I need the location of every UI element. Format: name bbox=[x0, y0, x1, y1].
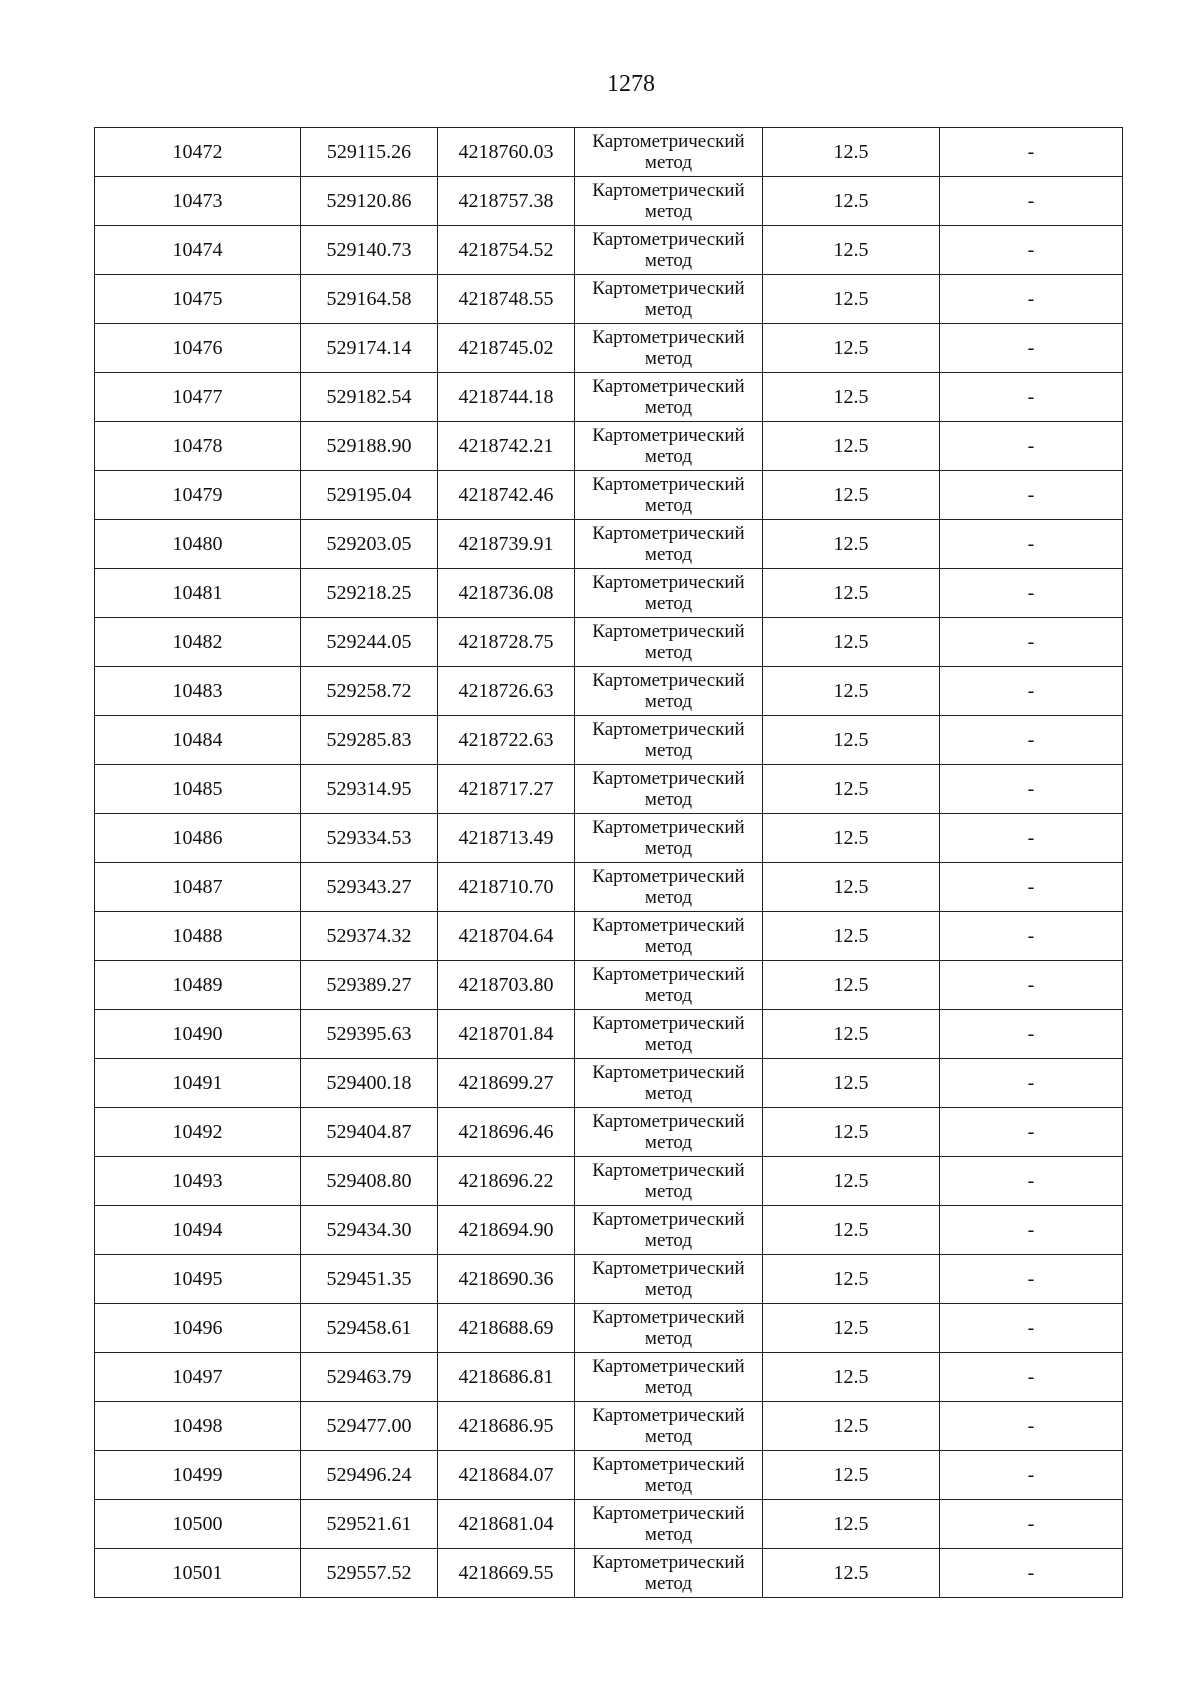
table-row bbox=[95, 226, 1123, 275]
method-cell: Картометрический метод bbox=[575, 226, 763, 275]
table-row bbox=[95, 1059, 1123, 1108]
note-cell: - bbox=[940, 128, 1123, 177]
x-coordinate-cell: 529140.73 bbox=[301, 226, 438, 275]
table-row bbox=[95, 1304, 1123, 1353]
note-cell: - bbox=[940, 275, 1123, 324]
x-coordinate-cell: 529408.80 bbox=[301, 1157, 438, 1206]
table-row bbox=[95, 177, 1123, 226]
y-coordinate-cell: 4218710.70 bbox=[438, 863, 575, 912]
method-cell: Картометрический метод bbox=[575, 814, 763, 863]
method-cell: Картометрический метод bbox=[575, 1353, 763, 1402]
point-number-cell: 10474 bbox=[95, 226, 301, 275]
x-coordinate-cell: 529477.00 bbox=[301, 1402, 438, 1451]
y-coordinate-cell: 4218742.21 bbox=[438, 422, 575, 471]
point-number-cell: 10501 bbox=[95, 1549, 301, 1598]
y-coordinate-cell: 4218669.55 bbox=[438, 1549, 575, 1598]
point-number-cell: 10499 bbox=[95, 1451, 301, 1500]
note-cell: - bbox=[940, 1010, 1123, 1059]
accuracy-cell: 12.5 bbox=[763, 961, 940, 1010]
method-cell: Картометрический метод bbox=[575, 1304, 763, 1353]
x-coordinate-cell: 529389.27 bbox=[301, 961, 438, 1010]
table-row bbox=[95, 1010, 1123, 1059]
table-row bbox=[95, 912, 1123, 961]
table-row bbox=[95, 275, 1123, 324]
point-number-cell: 10489 bbox=[95, 961, 301, 1010]
note-cell: - bbox=[940, 471, 1123, 520]
table-row bbox=[95, 1549, 1123, 1598]
note-cell: - bbox=[940, 226, 1123, 275]
note-cell: - bbox=[940, 569, 1123, 618]
y-coordinate-cell: 4218739.91 bbox=[438, 520, 575, 569]
note-cell: - bbox=[940, 373, 1123, 422]
x-coordinate-cell: 529334.53 bbox=[301, 814, 438, 863]
y-coordinate-cell: 4218696.46 bbox=[438, 1108, 575, 1157]
point-number-cell: 10494 bbox=[95, 1206, 301, 1255]
note-cell: - bbox=[940, 177, 1123, 226]
table-row bbox=[95, 765, 1123, 814]
y-coordinate-cell: 4218686.81 bbox=[438, 1353, 575, 1402]
y-coordinate-cell: 4218701.84 bbox=[438, 1010, 575, 1059]
method-cell: Картометрический метод bbox=[575, 275, 763, 324]
point-number-cell: 10495 bbox=[95, 1255, 301, 1304]
point-number-cell: 10496 bbox=[95, 1304, 301, 1353]
accuracy-cell: 12.5 bbox=[763, 471, 940, 520]
method-cell: Картометрический метод bbox=[575, 471, 763, 520]
point-number-cell: 10498 bbox=[95, 1402, 301, 1451]
point-number-cell: 10480 bbox=[95, 520, 301, 569]
point-number-cell: 10497 bbox=[95, 1353, 301, 1402]
method-cell: Картометрический метод bbox=[575, 128, 763, 177]
accuracy-cell: 12.5 bbox=[763, 324, 940, 373]
method-cell: Картометрический метод bbox=[575, 569, 763, 618]
method-cell: Картометрический метод bbox=[575, 1157, 763, 1206]
y-coordinate-cell: 4218688.69 bbox=[438, 1304, 575, 1353]
x-coordinate-cell: 529451.35 bbox=[301, 1255, 438, 1304]
accuracy-cell: 12.5 bbox=[763, 1402, 940, 1451]
x-coordinate-cell: 529120.86 bbox=[301, 177, 438, 226]
point-number-cell: 10484 bbox=[95, 716, 301, 765]
table-row bbox=[95, 1255, 1123, 1304]
method-cell: Картометрический метод bbox=[575, 1108, 763, 1157]
y-coordinate-cell: 4218754.52 bbox=[438, 226, 575, 275]
note-cell: - bbox=[940, 765, 1123, 814]
method-cell: Картометрический метод bbox=[575, 1500, 763, 1549]
table-row bbox=[95, 618, 1123, 667]
table-row bbox=[95, 1500, 1123, 1549]
method-cell: Картометрический метод bbox=[575, 1402, 763, 1451]
y-coordinate-cell: 4218722.63 bbox=[438, 716, 575, 765]
table-row bbox=[95, 863, 1123, 912]
table-row bbox=[95, 667, 1123, 716]
accuracy-cell: 12.5 bbox=[763, 1500, 940, 1549]
x-coordinate-cell: 529164.58 bbox=[301, 275, 438, 324]
note-cell: - bbox=[940, 1108, 1123, 1157]
table-row bbox=[95, 1108, 1123, 1157]
point-number-cell: 10479 bbox=[95, 471, 301, 520]
method-cell: Картометрический метод bbox=[575, 1255, 763, 1304]
point-number-cell: 10488 bbox=[95, 912, 301, 961]
table-row bbox=[95, 1402, 1123, 1451]
method-cell: Картометрический метод bbox=[575, 912, 763, 961]
table-row bbox=[95, 520, 1123, 569]
x-coordinate-cell: 529244.05 bbox=[301, 618, 438, 667]
x-coordinate-cell: 529404.87 bbox=[301, 1108, 438, 1157]
accuracy-cell: 12.5 bbox=[763, 667, 940, 716]
method-cell: Картометрический метод bbox=[575, 716, 763, 765]
x-coordinate-cell: 529182.54 bbox=[301, 373, 438, 422]
method-cell: Картометрический метод bbox=[575, 961, 763, 1010]
table-row bbox=[95, 373, 1123, 422]
x-coordinate-cell: 529218.25 bbox=[301, 569, 438, 618]
point-number-cell: 10473 bbox=[95, 177, 301, 226]
note-cell: - bbox=[940, 1059, 1123, 1108]
page-number: 1278 bbox=[607, 71, 655, 97]
x-coordinate-cell: 529521.61 bbox=[301, 1500, 438, 1549]
method-cell: Картометрический метод bbox=[575, 324, 763, 373]
table-row bbox=[95, 569, 1123, 618]
accuracy-cell: 12.5 bbox=[763, 422, 940, 471]
x-coordinate-cell: 529557.52 bbox=[301, 1549, 438, 1598]
note-cell: - bbox=[940, 1255, 1123, 1304]
accuracy-cell: 12.5 bbox=[763, 520, 940, 569]
y-coordinate-cell: 4218694.90 bbox=[438, 1206, 575, 1255]
accuracy-cell: 12.5 bbox=[763, 275, 940, 324]
y-coordinate-cell: 4218757.38 bbox=[438, 177, 575, 226]
method-cell: Картометрический метод bbox=[575, 1059, 763, 1108]
point-number-cell: 10482 bbox=[95, 618, 301, 667]
y-coordinate-cell: 4218717.27 bbox=[438, 765, 575, 814]
accuracy-cell: 12.5 bbox=[763, 1549, 940, 1598]
point-number-cell: 10483 bbox=[95, 667, 301, 716]
point-number-cell: 10500 bbox=[95, 1500, 301, 1549]
note-cell: - bbox=[940, 1451, 1123, 1500]
x-coordinate-cell: 529188.90 bbox=[301, 422, 438, 471]
method-cell: Картометрический метод bbox=[575, 765, 763, 814]
y-coordinate-cell: 4218728.75 bbox=[438, 618, 575, 667]
note-cell: - bbox=[940, 1157, 1123, 1206]
accuracy-cell: 12.5 bbox=[763, 912, 940, 961]
x-coordinate-cell: 529463.79 bbox=[301, 1353, 438, 1402]
method-cell: Картометрический метод bbox=[575, 618, 763, 667]
accuracy-cell: 12.5 bbox=[763, 1353, 940, 1402]
accuracy-cell: 12.5 bbox=[763, 618, 940, 667]
y-coordinate-cell: 4218681.04 bbox=[438, 1500, 575, 1549]
accuracy-cell: 12.5 bbox=[763, 128, 940, 177]
accuracy-cell: 12.5 bbox=[763, 716, 940, 765]
point-number-cell: 10485 bbox=[95, 765, 301, 814]
method-cell: Картометрический метод bbox=[575, 1451, 763, 1500]
accuracy-cell: 12.5 bbox=[763, 226, 940, 275]
point-number-cell: 10481 bbox=[95, 569, 301, 618]
accuracy-cell: 12.5 bbox=[763, 1157, 940, 1206]
coordinates-table bbox=[94, 127, 1123, 1598]
note-cell: - bbox=[940, 324, 1123, 373]
note-cell: - bbox=[940, 716, 1123, 765]
method-cell: Картометрический метод bbox=[575, 1206, 763, 1255]
y-coordinate-cell: 4218684.07 bbox=[438, 1451, 575, 1500]
accuracy-cell: 12.5 bbox=[763, 863, 940, 912]
note-cell: - bbox=[940, 814, 1123, 863]
accuracy-cell: 12.5 bbox=[763, 765, 940, 814]
method-cell: Картометрический метод bbox=[575, 177, 763, 226]
y-coordinate-cell: 4218713.49 bbox=[438, 814, 575, 863]
accuracy-cell: 12.5 bbox=[763, 1108, 940, 1157]
point-number-cell: 10478 bbox=[95, 422, 301, 471]
note-cell: - bbox=[940, 912, 1123, 961]
table-row bbox=[95, 324, 1123, 373]
accuracy-cell: 12.5 bbox=[763, 1304, 940, 1353]
y-coordinate-cell: 4218696.22 bbox=[438, 1157, 575, 1206]
note-cell: - bbox=[940, 520, 1123, 569]
note-cell: - bbox=[940, 863, 1123, 912]
y-coordinate-cell: 4218742.46 bbox=[438, 471, 575, 520]
accuracy-cell: 12.5 bbox=[763, 1010, 940, 1059]
x-coordinate-cell: 529458.61 bbox=[301, 1304, 438, 1353]
point-number-cell: 10487 bbox=[95, 863, 301, 912]
table-row bbox=[95, 1451, 1123, 1500]
accuracy-cell: 12.5 bbox=[763, 1059, 940, 1108]
y-coordinate-cell: 4218726.63 bbox=[438, 667, 575, 716]
accuracy-cell: 12.5 bbox=[763, 569, 940, 618]
table-row bbox=[95, 128, 1123, 177]
x-coordinate-cell: 529258.72 bbox=[301, 667, 438, 716]
point-number-cell: 10490 bbox=[95, 1010, 301, 1059]
x-coordinate-cell: 529174.14 bbox=[301, 324, 438, 373]
y-coordinate-cell: 4218744.18 bbox=[438, 373, 575, 422]
note-cell: - bbox=[940, 618, 1123, 667]
x-coordinate-cell: 529395.63 bbox=[301, 1010, 438, 1059]
y-coordinate-cell: 4218699.27 bbox=[438, 1059, 575, 1108]
table-body bbox=[95, 128, 1123, 1598]
accuracy-cell: 12.5 bbox=[763, 1206, 940, 1255]
table-row bbox=[95, 1157, 1123, 1206]
point-number-cell: 10472 bbox=[95, 128, 301, 177]
point-number-cell: 10486 bbox=[95, 814, 301, 863]
accuracy-cell: 12.5 bbox=[763, 373, 940, 422]
note-cell: - bbox=[940, 961, 1123, 1010]
x-coordinate-cell: 529285.83 bbox=[301, 716, 438, 765]
x-coordinate-cell: 529115.26 bbox=[301, 128, 438, 177]
x-coordinate-cell: 529314.95 bbox=[301, 765, 438, 814]
method-cell: Картометрический метод bbox=[575, 667, 763, 716]
x-coordinate-cell: 529496.24 bbox=[301, 1451, 438, 1500]
note-cell: - bbox=[940, 667, 1123, 716]
point-number-cell: 10493 bbox=[95, 1157, 301, 1206]
accuracy-cell: 12.5 bbox=[763, 814, 940, 863]
x-coordinate-cell: 529203.05 bbox=[301, 520, 438, 569]
note-cell: - bbox=[940, 1353, 1123, 1402]
method-cell: Картометрический метод bbox=[575, 373, 763, 422]
method-cell: Картометрический метод bbox=[575, 1549, 763, 1598]
point-number-cell: 10491 bbox=[95, 1059, 301, 1108]
method-cell: Картометрический метод bbox=[575, 520, 763, 569]
x-coordinate-cell: 529343.27 bbox=[301, 863, 438, 912]
y-coordinate-cell: 4218686.95 bbox=[438, 1402, 575, 1451]
y-coordinate-cell: 4218703.80 bbox=[438, 961, 575, 1010]
note-cell: - bbox=[940, 422, 1123, 471]
accuracy-cell: 12.5 bbox=[763, 1255, 940, 1304]
table-row bbox=[95, 1206, 1123, 1255]
note-cell: - bbox=[940, 1402, 1123, 1451]
x-coordinate-cell: 529195.04 bbox=[301, 471, 438, 520]
x-coordinate-cell: 529434.30 bbox=[301, 1206, 438, 1255]
note-cell: - bbox=[940, 1549, 1123, 1598]
table-row bbox=[95, 814, 1123, 863]
x-coordinate-cell: 529374.32 bbox=[301, 912, 438, 961]
table-row bbox=[95, 716, 1123, 765]
y-coordinate-cell: 4218745.02 bbox=[438, 324, 575, 373]
table-row bbox=[95, 961, 1123, 1010]
point-number-cell: 10492 bbox=[95, 1108, 301, 1157]
note-cell: - bbox=[940, 1304, 1123, 1353]
y-coordinate-cell: 4218690.36 bbox=[438, 1255, 575, 1304]
table-row bbox=[95, 1353, 1123, 1402]
point-number-cell: 10477 bbox=[95, 373, 301, 422]
accuracy-cell: 12.5 bbox=[763, 1451, 940, 1500]
method-cell: Картометрический метод bbox=[575, 863, 763, 912]
table-row bbox=[95, 471, 1123, 520]
point-number-cell: 10476 bbox=[95, 324, 301, 373]
x-coordinate-cell: 529400.18 bbox=[301, 1059, 438, 1108]
table-row bbox=[95, 422, 1123, 471]
y-coordinate-cell: 4218748.55 bbox=[438, 275, 575, 324]
note-cell: - bbox=[940, 1206, 1123, 1255]
note-cell: - bbox=[940, 1500, 1123, 1549]
y-coordinate-cell: 4218736.08 bbox=[438, 569, 575, 618]
y-coordinate-cell: 4218704.64 bbox=[438, 912, 575, 961]
accuracy-cell: 12.5 bbox=[763, 177, 940, 226]
point-number-cell: 10475 bbox=[95, 275, 301, 324]
method-cell: Картометрический метод bbox=[575, 422, 763, 471]
y-coordinate-cell: 4218760.03 bbox=[438, 128, 575, 177]
method-cell: Картометрический метод bbox=[575, 1010, 763, 1059]
